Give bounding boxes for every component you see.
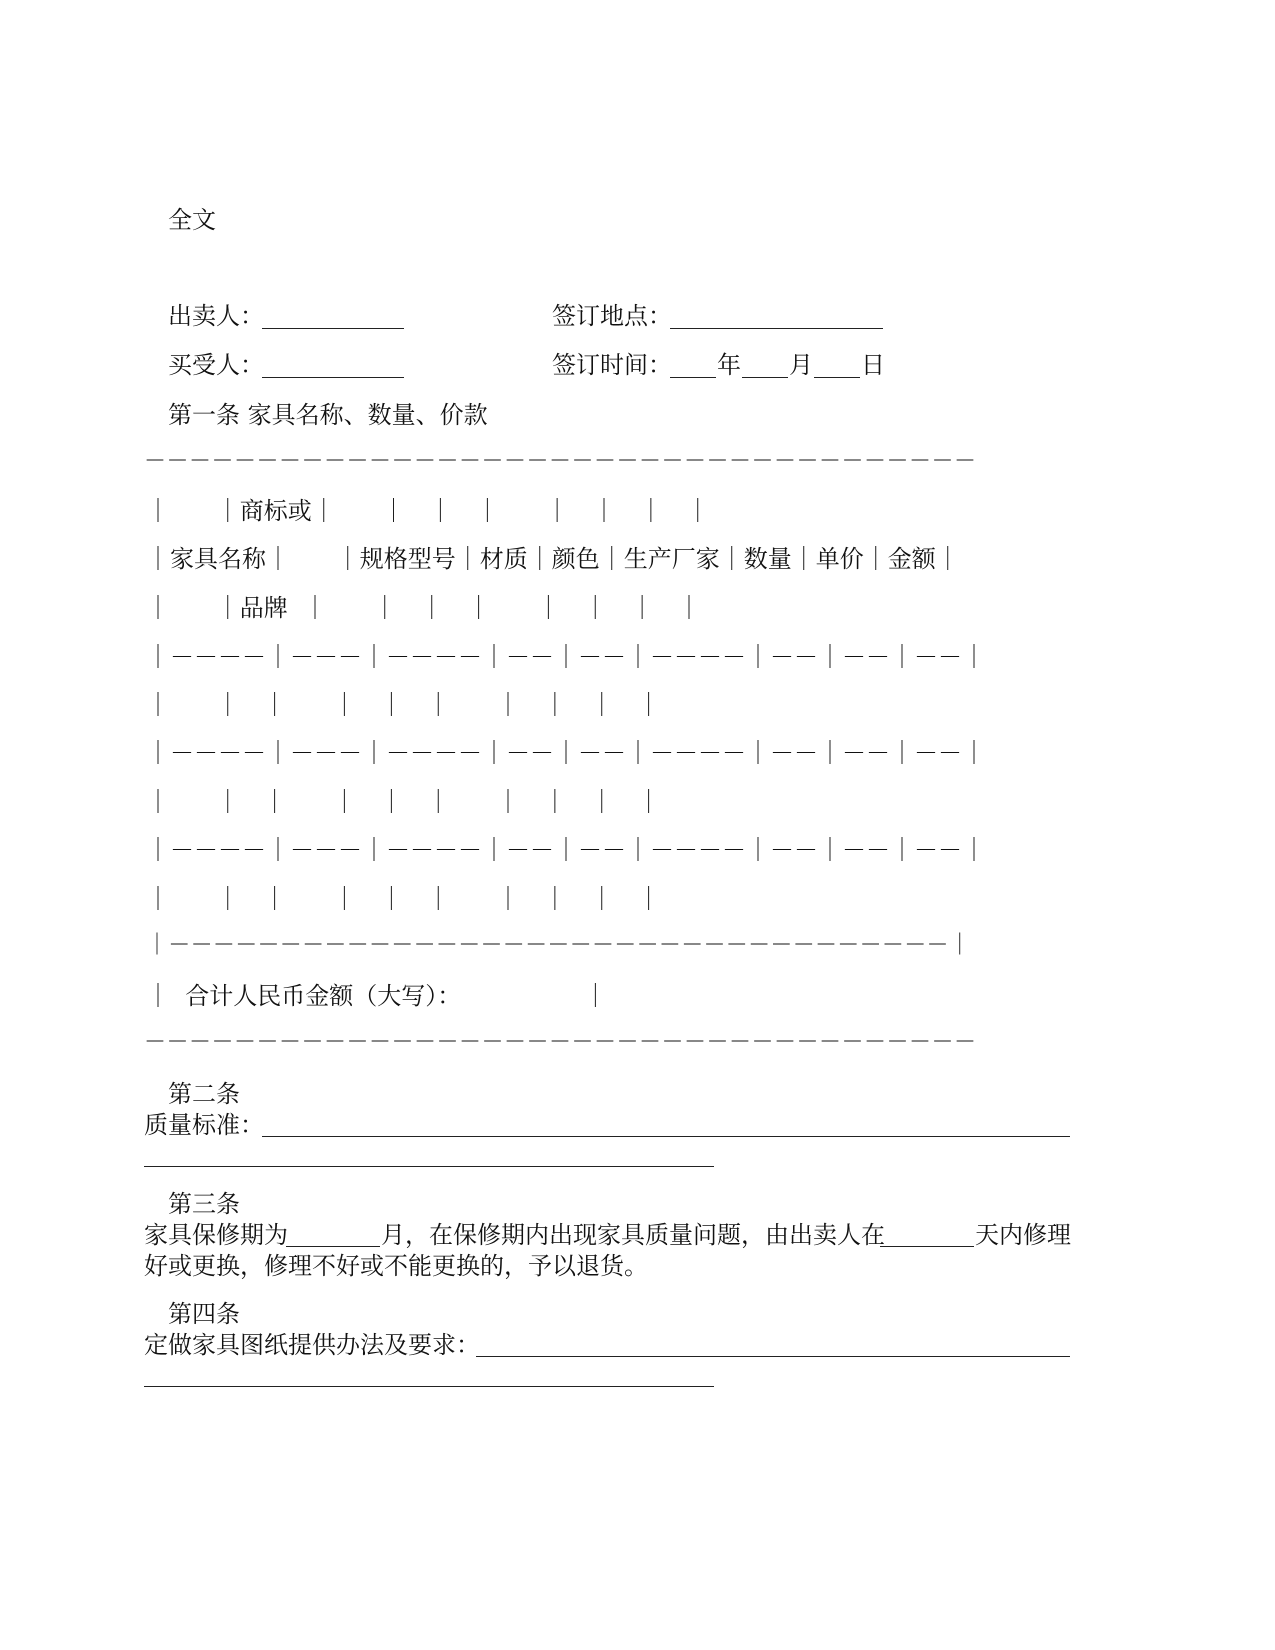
place-blank bbox=[670, 328, 883, 329]
year-blank bbox=[670, 377, 716, 378]
buyer-label: 买受人： bbox=[168, 351, 264, 379]
drawing-blank-2 bbox=[144, 1386, 714, 1387]
month-blank bbox=[742, 377, 788, 378]
article4-title: 第四条 bbox=[168, 1300, 240, 1328]
table-row: ｜ ｜ ｜ ｜ ｜ ｜ ｜ ｜ ｜ ｜ bbox=[146, 788, 661, 816]
table-row: ｜ ｜ ｜ ｜ ｜ ｜ ｜ ｜ ｜ ｜ bbox=[146, 691, 661, 719]
article3-title: 第三条 bbox=[168, 1190, 240, 1218]
warranty-months-blank bbox=[286, 1246, 380, 1247]
article3-text-c: 天内修理 bbox=[975, 1221, 1071, 1249]
table-header-row-3: ｜ ｜品牌 ｜ ｜ ｜ ｜ ｜ ｜ ｜ ｜ bbox=[146, 594, 702, 622]
article2-label: 质量标准： bbox=[144, 1111, 264, 1139]
drawing-blank-1 bbox=[476, 1356, 1070, 1357]
buyer-blank bbox=[262, 377, 404, 378]
article3-text-line2: 好或更换，修理不好或不能更换的，予以退货。 bbox=[144, 1252, 648, 1280]
day-label: 日 bbox=[861, 351, 885, 379]
month-label: 月 bbox=[789, 351, 813, 379]
article4-label: 定做家具图纸提供办法及要求： bbox=[144, 1331, 480, 1359]
document-heading: 全文 bbox=[168, 206, 216, 234]
repair-days-blank bbox=[880, 1246, 974, 1247]
year-label: 年 bbox=[717, 351, 741, 379]
table-divider-row: ｜－－－－｜－－－｜－－－－｜－－｜－－｜－－－－｜－－｜－－｜－－｜ bbox=[146, 836, 986, 864]
article2-title: 第二条 bbox=[168, 1080, 240, 1108]
seller-label: 出卖人： bbox=[168, 302, 264, 330]
quality-blank-2 bbox=[144, 1166, 714, 1167]
day-blank bbox=[814, 377, 860, 378]
table-header-row-2: ｜家具名称｜ ｜规格型号｜材质｜颜色｜生产厂家｜数量｜单价｜金额｜ bbox=[146, 545, 960, 573]
table-rule-top: －－－－－－－－－－－－－－－－－－－－－－－－－－－－－－－－－－－－－ bbox=[144, 449, 977, 474]
table-divider-row: ｜－－－－｜－－－｜－－－－｜－－｜－－｜－－－－｜－－｜－－｜－－｜ bbox=[146, 643, 986, 671]
place-label: 签订地点： bbox=[552, 302, 672, 330]
table-divider-row: ｜－－－－｜－－－｜－－－－｜－－｜－－｜－－－－｜－－｜－－｜－－｜ bbox=[146, 739, 986, 767]
table-row: ｜ ｜ ｜ ｜ ｜ ｜ ｜ ｜ ｜ ｜ bbox=[146, 885, 661, 913]
article3-text-b: 月，在保修期内出现家具质量问题，由出卖人在 bbox=[381, 1221, 885, 1249]
article1-title: 第一条 家具名称、数量、价款 bbox=[168, 401, 488, 429]
table-header-row-1: ｜ ｜商标或｜ ｜ ｜ ｜ ｜ ｜ ｜ ｜ bbox=[146, 497, 710, 525]
quality-blank-1 bbox=[262, 1136, 1070, 1137]
seller-blank bbox=[262, 328, 404, 329]
table-rule-bottom: －－－－－－－－－－－－－－－－－－－－－－－－－－－－－－－－－－－－－ bbox=[144, 1030, 977, 1055]
time-label: 签订时间： bbox=[552, 351, 672, 379]
table-rule-inner: ｜－－－－－－－－－－－－－－－－－－－－－－－－－－－－－－－－－－－｜ bbox=[146, 933, 972, 958]
article3-text-a: 家具保修期为 bbox=[144, 1221, 288, 1249]
table-total-row: ｜ 合计人民币金额（大写）： ｜ bbox=[146, 982, 608, 1010]
